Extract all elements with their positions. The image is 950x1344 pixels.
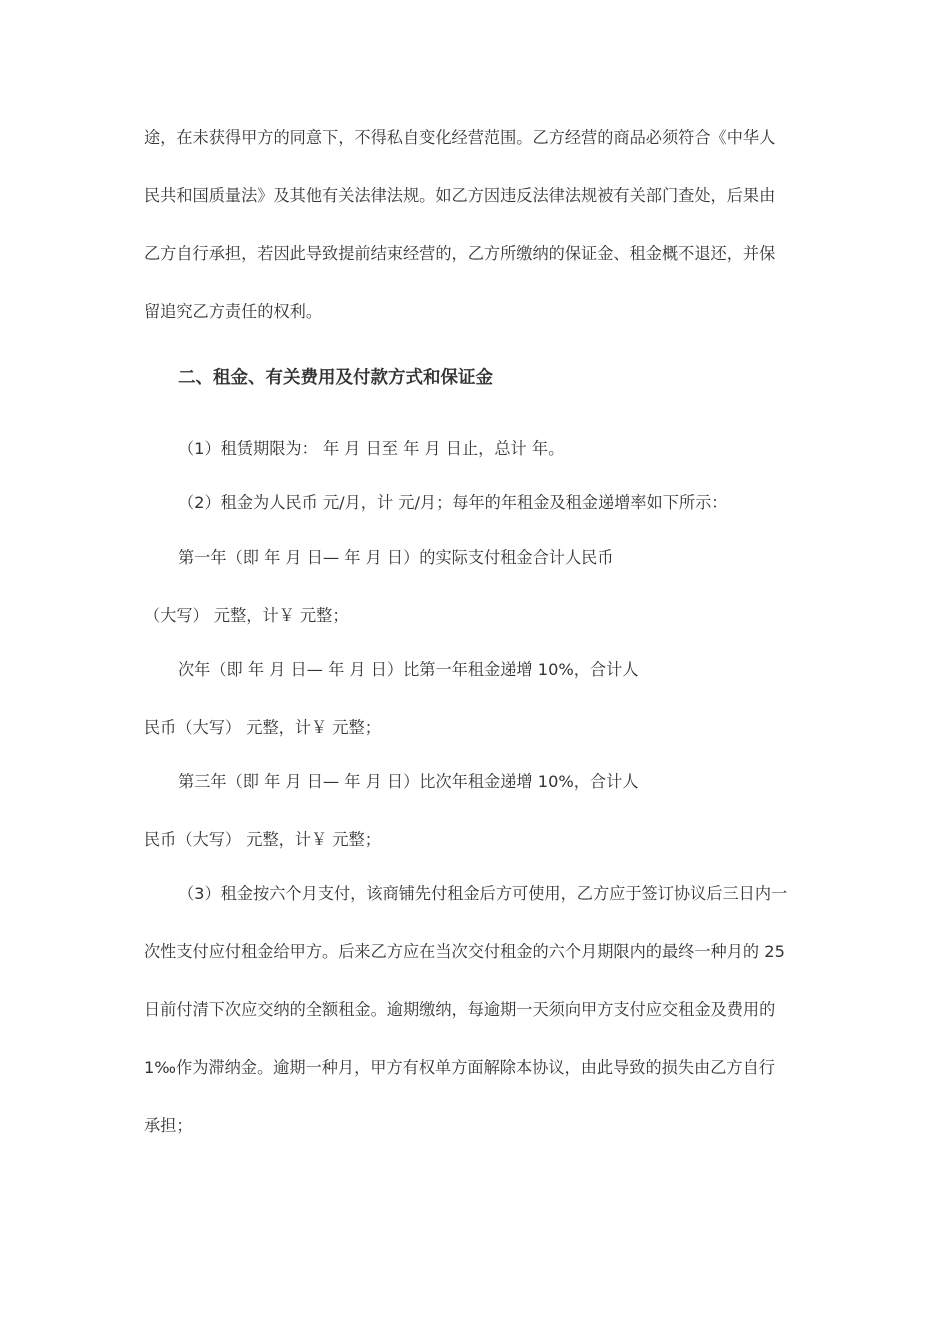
intro-line-4: 留追究乙方责任的权利。 — [144, 302, 323, 321]
year-3-line-1: 第三年（即 年 月 日— 年 月 日）比次年租金递增 10%，合计人 — [178, 772, 639, 791]
section-heading: 二、租金、有关费用及付款方式和保证金 — [178, 368, 493, 388]
clause-3-line-2: 次性支付应付租金给甲方。后来乙方应在当次交付租金的六个月期限内的最终一种月的 25 — [144, 942, 785, 961]
year-1-line-2: （大写） 元整，计￥ 元整； — [144, 606, 349, 625]
clause-3-line-5: 承担； — [144, 1116, 193, 1135]
clause-3-line-1: （3）租金按六个月支付，该商铺先付租金后方可使用，乙方应于签订协议后三日内一 — [178, 884, 788, 903]
intro-line-1: 途，在未获得甲方的同意下，不得私自变化经营范围。乙方经营的商品必须符合《中华人 — [144, 128, 776, 147]
year-3-line-2: 民币（大写） 元整，计￥ 元整； — [144, 830, 381, 849]
clause-3-line-3: 日前付清下次应交纳的全额租金。逾期缴纳，每逾期一天须向甲方支付应交租金及费用的 — [144, 1000, 776, 1019]
intro-line-3: 乙方自行承担，若因此导致提前结束经营的，乙方所缴纳的保证金、租金概不退还，并保 — [144, 244, 776, 263]
year-1-line-1: 第一年（即 年 月 日— 年 月 日）的实际支付租金合计人民币 — [178, 548, 614, 567]
year-2-line-1: 次年（即 年 月 日— 年 月 日）比第一年租金递增 10%，合计人 — [178, 660, 639, 679]
clause-3-line-4: 1‰作为滞纳金。逾期一种月，甲方有权单方面解除本协议，由此导致的损失由乙方自行 — [144, 1058, 775, 1077]
clause-2-rent: （2）租金为人民币 元/月，计 元/月；每年的年租金及租金递增率如下所示： — [178, 493, 728, 512]
year-2-line-2: 民币（大写） 元整，计￥ 元整； — [144, 718, 381, 737]
intro-line-2: 民共和国质量法》及其他有关法律法规。如乙方因违反法律法规被有关部门查处，后果由 — [144, 186, 776, 205]
clause-1-lease-term: （1）租赁期限为： 年 月 日至 年 月 日止，总计 年。 — [178, 439, 565, 458]
